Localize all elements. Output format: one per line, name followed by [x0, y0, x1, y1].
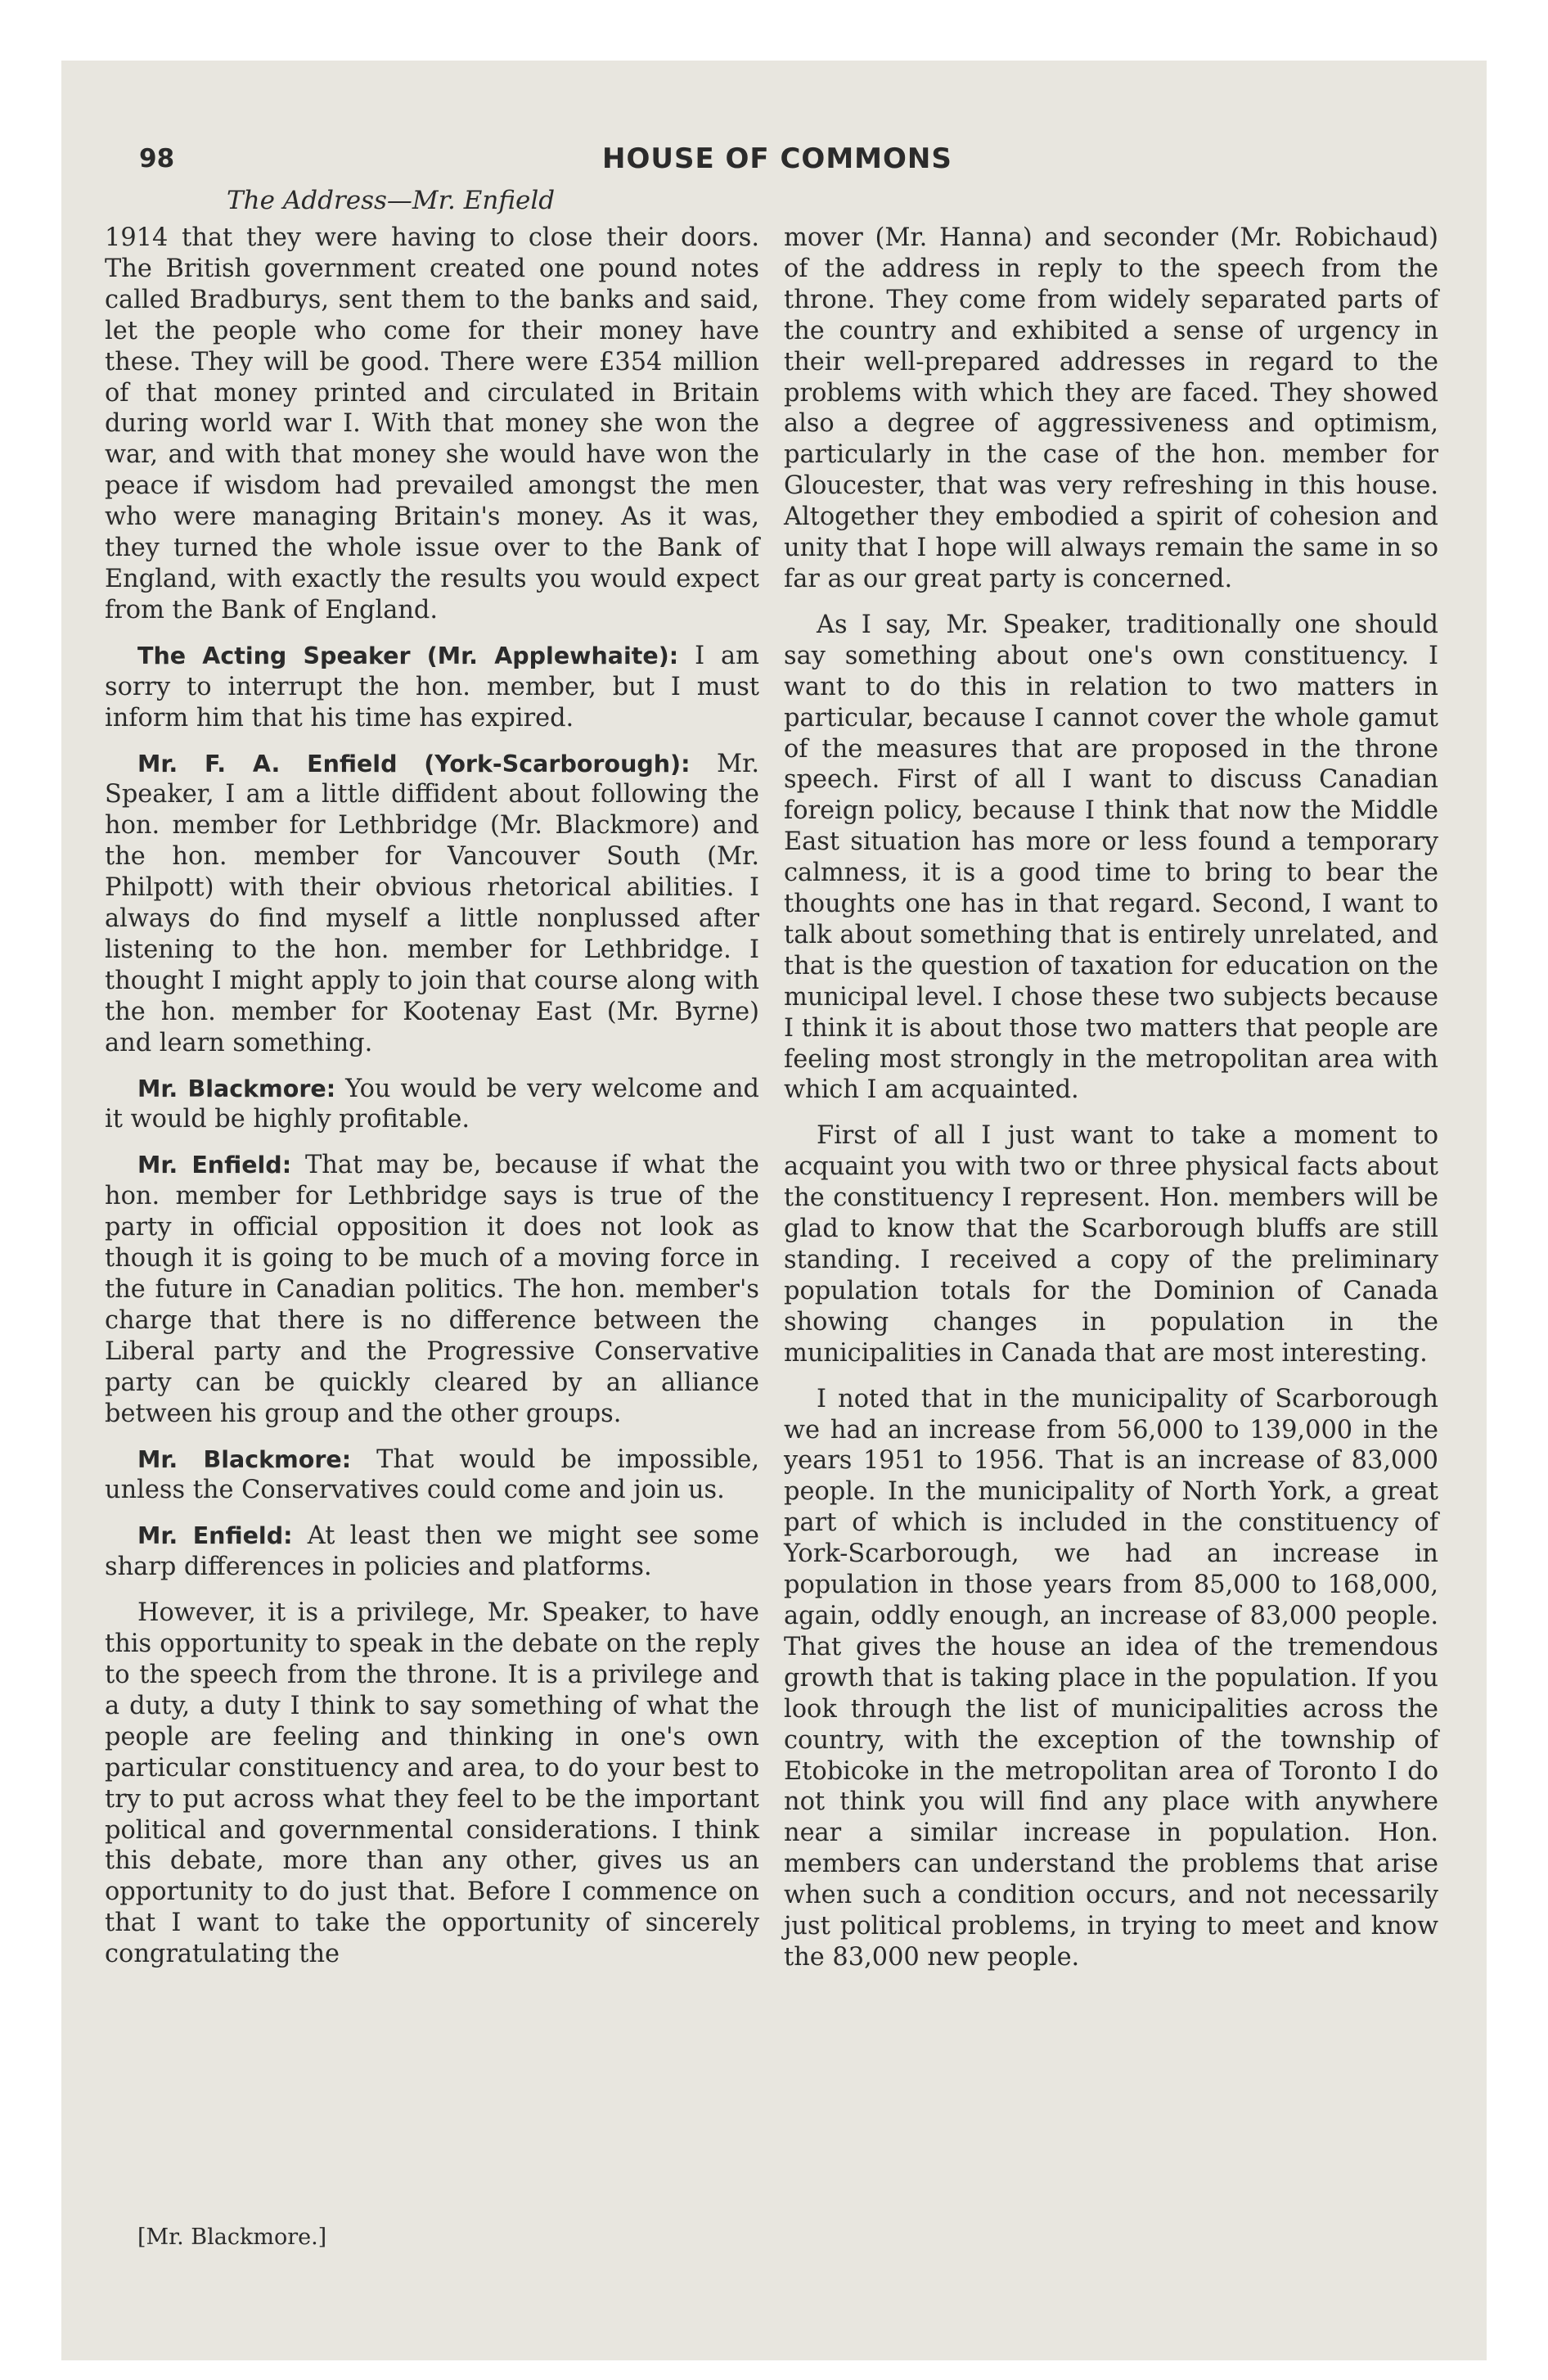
speaker-name: Mr. Enfield:: [137, 1152, 292, 1179]
speaker-name: The Acting Speaker (Mr. Applewhaite):: [137, 642, 679, 669]
speech-text: That would be impossible, unless the Conservatives could come and join us.: [105, 1445, 759, 1505]
left-column: [105, 223, 759, 1985]
paragraph: I noted that in the municipality of Scarborough we had an increase from 56,000 to 139,000 in the years 1951 to 1956. That is an increase of 83,000 people. In the municipality of North York, a great part of which is included in the constituency of York-Scarborough, we had an increase in population in those years from 85,000 to 168,000, again, oddly enough, an increase of 83,000 people. That gives the house an idea of the tremendous growth that is taking place in the population. If you look through the list of municipalities across the country, with the exception of the township of Etobicoke in the metropolitan area of Toronto I do not think you will find any place with anywhere near a similar increase in population. Hon. members can understand the problems that arise when such a condition occurs, and not necessarily just political problems, in trying to meet and know the 83,000 new people.: [784, 1384, 1438, 1972]
speaker-name: Mr. Blackmore:: [137, 1445, 352, 1473]
paragraph: mover (Mr. Hanna) and seconder (Mr. Robichaud) of the address in reply to the speech from the throne. They come from widely separated parts of the country and exhibited a sense of urgency in their well-prepared addresses in regard to the problems with which they are faced. They showed also a degree of aggressiveness and optimism, particularly in the case of the hon. member for Gloucester, that was very refreshing in this house. Altogether they embodied a spirit of cohesion and unity that I hope will always remain the same in so far as our great party is concerned.: [784, 223, 1438, 593]
page-header: HOUSE OF COMMONS: [602, 142, 952, 175]
footer-note: [Mr. Blackmore.]: [137, 2224, 327, 2250]
speech-text: Mr. Speaker, I am a little diffident about following the hon. member for Lethbridge (Mr. Blackmore) and the hon. member for Vancouver South (Mr. Philpott) with their obvious rhetorical abilities. I always do find myself a little nonplussed after listening to the hon. member for Lethbridge. I thought I might apply to join that course along with the hon. member for Kootenay East (Mr. Byrne) and learn something.: [105, 749, 759, 1057]
speaker-paragraph: [105, 1150, 759, 1429]
speaker-paragraph: [105, 1521, 759, 1583]
speaker-paragraph: [105, 749, 759, 1059]
speech-text: That may be, because if what the hon. member for Lethbridge says is true of the party in official opposition it does not look as though it is going to be much of a moving force in the future in Canadian politics. The hon. member's charge that there is no difference between the Liberal party and the Progressive Conservative party can be quickly cleared by an alliance between his group and the other groups.: [105, 1151, 760, 1428]
running-title: The Address—Mr. Enfield: [227, 186, 556, 215]
speech-text: You would be very welcome and it would be highly profitable.: [105, 1074, 759, 1134]
paragraph: However, it is a privilege, Mr. Speaker, to have this opportunity to speak in the debate on the reply to the speech from the throne. It is a privilege and a duty, a duty I think to say something of what the people are feeling and thinking in one's own particular constituency and area, to do your best to try to put across what they feel to be the important political and governmental considerations. I think this debate, more than any other, gives us an opportunity to do just that. Before I commence on that I want to take the opportunity of sincerely congratulating the: [105, 1598, 759, 1969]
speaker-name: Mr. F. A. Enfield (York-Scarborough):: [137, 750, 691, 778]
paragraph: First of all I just want to take a moment to acquaint you with two or three physical facts about the constituency I represent. Hon. members will be glad to know that the Scarborough bluffs are still standing. I received a copy of the preliminary population totals for the Dominion of Canada showing changes in population in the municipalities in Canada that are most interesting.: [784, 1121, 1438, 1368]
speaker-paragraph: [105, 1074, 759, 1136]
right-column: [784, 223, 1438, 1988]
speaker-paragraph: [105, 1445, 759, 1507]
speech-text: At least then we might see some sharp differences in policies and platforms.: [105, 1521, 759, 1582]
paragraph: 1914 that they were having to close their doors. The British government created one pound notes called Bradburys, sent them to the banks and said, let the people who come for their money have these. They will be good. There were £354 million of that money printed and circulated in Britain during world war I. With that money she won the war, and with that money she would have won the peace if wisdom had prevailed amongst the men who were managing Britain's money. As it was, they turned the whole issue over to the Bank of England, with exactly the results you would expect from the Bank of England.: [105, 223, 759, 624]
speaker-paragraph: [105, 641, 759, 734]
speaker-name: Mr. Enfield:: [137, 1522, 293, 1550]
speech-text: I am sorry to interrupt the hon. member, but I must inform him that his time has expired.: [105, 641, 759, 732]
page-number: 98: [139, 144, 175, 174]
paragraph: As I say, Mr. Speaker, traditionally one should say something about one's own constituency. I want to do this in relation to two matters in particular, because I cannot cover the whole gamut of the measures that are proposed in the throne speech. First of all I want to discuss Canadian foreign policy, because I think that now the Middle East situation has more or less found a temporary calmness, it is a good time to bring to bear the thoughts one has in that regard. Second, I want to talk about something that is entirely unrelated, and that is the question of taxation for education on the municipal level. I chose these two subjects because I think it is about those two matters that people are feeling most strongly in the metropolitan area with which I am acquainted.: [784, 610, 1438, 1105]
speaker-name: Mr. Blackmore:: [137, 1075, 336, 1102]
